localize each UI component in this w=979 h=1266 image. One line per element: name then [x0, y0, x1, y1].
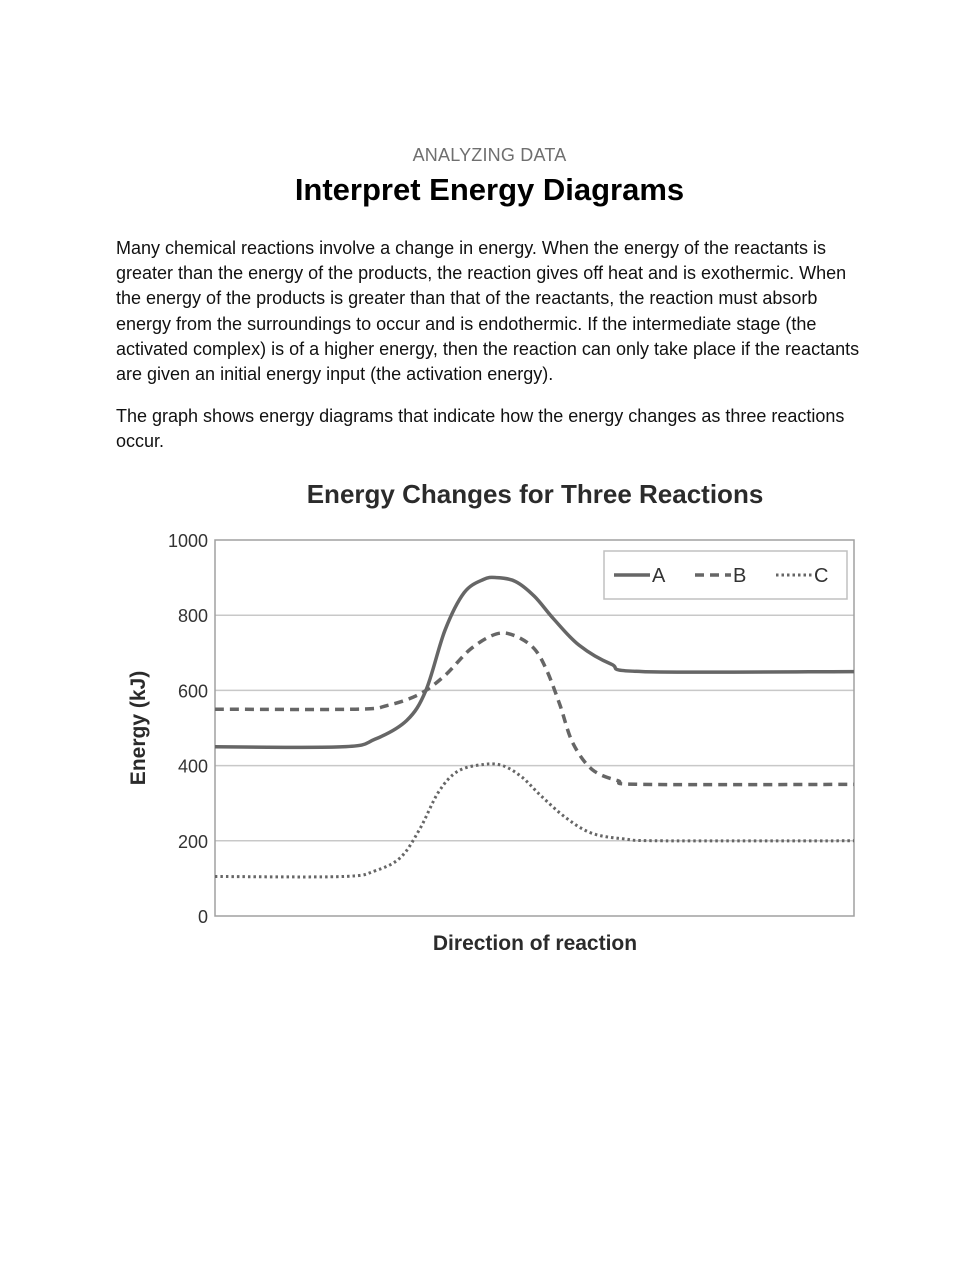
x-axis-label: Direction of reaction: [432, 932, 638, 955]
series-line-a: [215, 577, 854, 747]
page-title: Interpret Energy Diagrams: [294, 172, 685, 207]
legend-label-b: B: [733, 565, 747, 587]
y-tick-label-200: 200: [177, 831, 208, 852]
legend-label-a: A: [652, 565, 666, 587]
y-tick-label-1000: 1000: [167, 531, 208, 551]
y-tick-label-800: 800: [177, 606, 208, 627]
y-tick-label-0: 0: [197, 907, 208, 927]
y-tick-label-400: 400: [177, 756, 208, 777]
series-line-b: [215, 633, 854, 785]
graph-description-paragraph: The graph shows energy diagrams that indicate how the energy changes as three reactions occur.: [116, 406, 845, 452]
y-tick-label-600: 600: [177, 681, 208, 702]
chart-legend: [604, 551, 847, 599]
series-line-c: [215, 764, 854, 877]
legend-label-c: C: [814, 565, 829, 587]
intro-paragraph: Many chemical reactions involve a change in energy. When the energy of the reactants is greater than the energy of the products, the reaction gives off heat and is exothermic. When the energy of the products is greater than that of the reactants, the reaction must absorb energy from the surroundings to occur and is endothermic. If the intermediate stage (the activated complex) is of a higher energy, then the reaction can only take place if the reactants are given an initial energy input (the activation energy).: [116, 238, 860, 385]
chart-series: [215, 577, 854, 877]
chart-title: Energy Changes for Three Reactions: [306, 479, 764, 509]
y-axis-label: Energy (kJ): [127, 670, 150, 786]
section-kicker: ANALYZING DATA: [412, 145, 567, 165]
y-axis-ticks: [168, 531, 208, 927]
